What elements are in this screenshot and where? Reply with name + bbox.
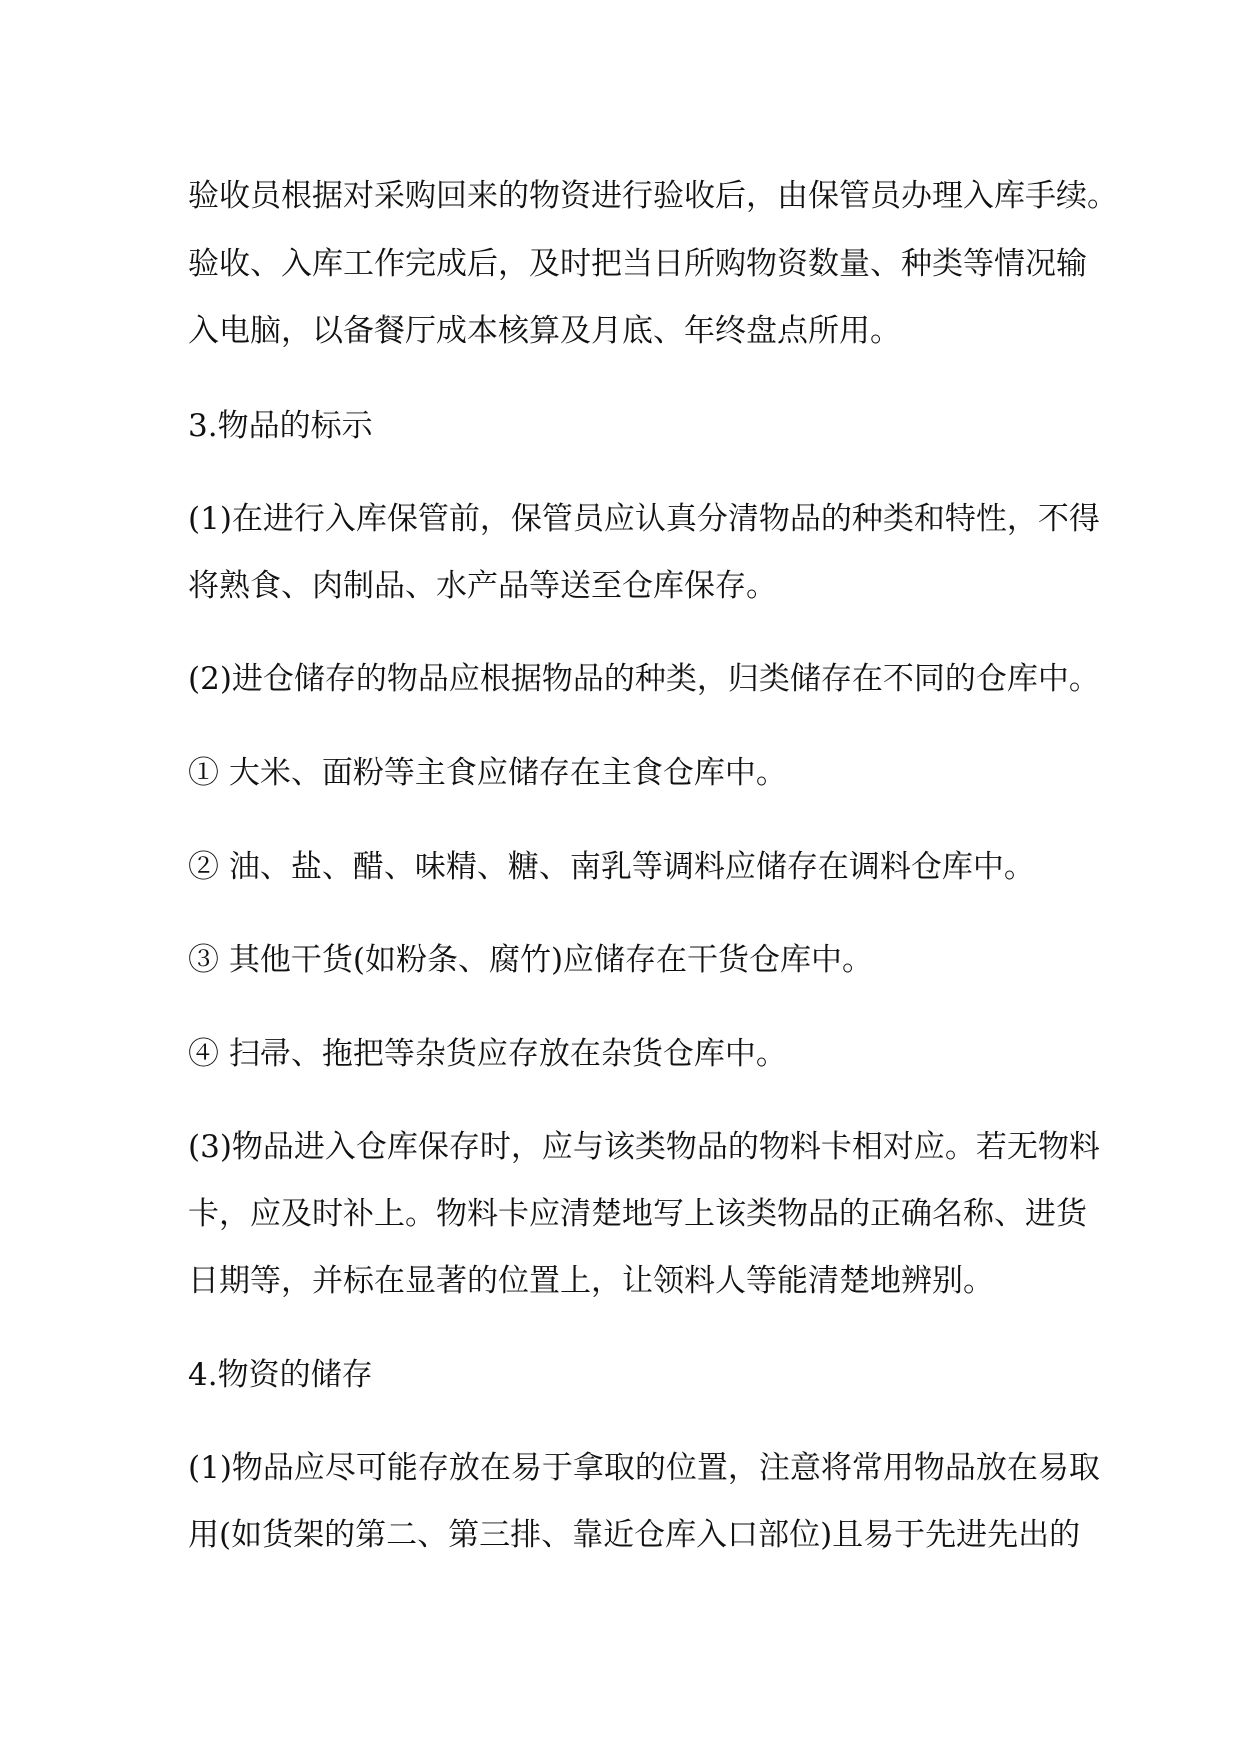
item-labeling-point-3-line-1: (3)物品进入仓库保存时，应与该类物品的物料卡相对应。若无物料: [188, 1129, 1100, 1165]
material-storage-point-1-line-1: (1)物品应尽可能存放在易于拿取的位置，注意将常用物品放在易取: [188, 1450, 1100, 1486]
storage-category-sundries: ④ 扫帚、拖把等杂货应存放在杂货仓库中。: [188, 1036, 787, 1072]
section-heading-item-labeling: 3.物品的标示: [188, 408, 373, 444]
item-labeling-point-1-line-1: (1)在进行入库保管前，保管员应认真分清物品的种类和特性，不得: [188, 501, 1100, 537]
storage-category-dry-goods: ③ 其他干货(如粉条、腐竹)应储存在干货仓库中。: [188, 942, 874, 978]
storage-category-seasoning: ② 油、盐、醋、味精、糖、南乳等调料应储存在调料仓库中。: [188, 849, 1035, 885]
item-labeling-point-1-line-2: 将熟食、肉制品、水产品等送至仓库保存。: [188, 568, 777, 604]
paragraph-acceptance-line-3: 入电脑，以备餐厅成本核算及月底、年终盘点所用。: [188, 313, 901, 349]
material-storage-point-1-line-2: 用(如货架的第二、第三排、靠近仓库入口部位)且易于先进先出的: [188, 1517, 1081, 1553]
item-labeling-point-3-line-3: 日期等，并标在显著的位置上，让领料人等能清楚地辨别。: [188, 1263, 994, 1299]
storage-category-staple: ① 大米、面粉等主食应储存在主食仓库中。: [188, 755, 787, 791]
item-labeling-point-2: (2)进仓储存的物品应根据物品的种类，归类储存在不同的仓库中。: [188, 661, 1100, 697]
section-heading-material-storage: 4.物资的储存: [188, 1357, 373, 1393]
paragraph-acceptance-line-1: 验收员根据对采购回来的物资进行验收后，由保管员办理入库手续。: [188, 178, 1118, 214]
paragraph-acceptance-line-2: 验收、入库工作完成后，及时把当日所购物资数量、种类等情况输: [188, 246, 1087, 282]
item-labeling-point-3-line-2: 卡，应及时补上。物料卡应清楚地写上该类物品的正确名称、进货: [188, 1196, 1087, 1232]
